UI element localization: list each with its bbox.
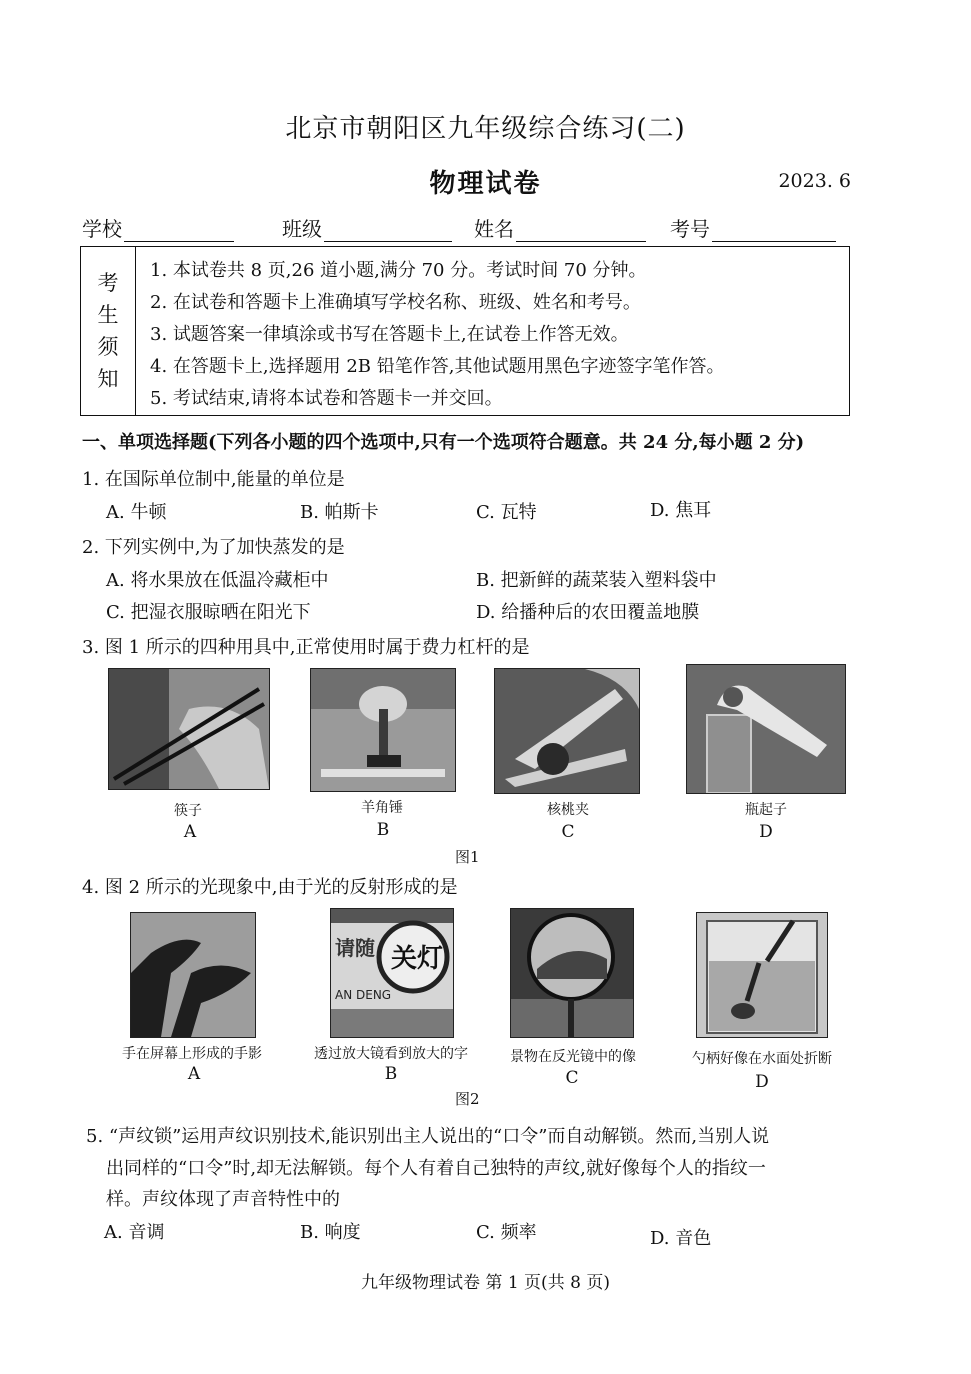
question-3-stem: 3. 图 1 所示的四种用具中,正常使用时属于费力杠杆的是	[82, 637, 530, 658]
figure2-caption-a: 手在屏幕上形成的手影	[122, 1046, 262, 1062]
figure1-caption-b: 羊角锤	[361, 800, 403, 816]
q1-option-d[interactable]: D. 焦耳	[650, 500, 712, 521]
question-5-stem-line-2: 出同样的“口令”时,却无法解锁。每个人有着自己独特的声纹,就好像每个人的指纹一	[106, 1158, 766, 1179]
figure2-hand-shadow-photo[interactable]	[130, 912, 256, 1038]
figure1-caption-a: 筷子	[174, 803, 202, 819]
exam-date: 2023. 6	[778, 170, 851, 192]
hand-shadow-image	[131, 913, 255, 1037]
page-footer: 九年级物理试卷 第 1 页(共 8 页)	[361, 1273, 610, 1293]
figure2-convex-mirror-photo[interactable]	[510, 908, 634, 1038]
figure1-letter-a[interactable]: A	[183, 822, 197, 842]
exam-number-label: 考号	[670, 217, 710, 241]
school-label: 学校	[82, 217, 122, 241]
chopsticks-image	[109, 669, 269, 789]
figure1-caption-d: 瓶起子	[745, 802, 787, 818]
notice-items	[136, 247, 724, 415]
figure1-nutcracker-photo[interactable]	[494, 668, 640, 794]
q1-option-a[interactable]: A. 牛顿	[106, 502, 167, 523]
exam-subtitle: 物理试卷	[429, 169, 542, 199]
nutcracker-image	[495, 669, 639, 793]
figure2-letter-a[interactable]: A	[187, 1064, 201, 1084]
name-blank[interactable]	[516, 219, 646, 242]
q1-option-c[interactable]: C. 瓦特	[476, 502, 537, 523]
sign-text-left: 请随	[335, 936, 375, 960]
figure1-letter-b[interactable]: B	[376, 820, 390, 840]
student-info-row	[82, 212, 850, 242]
q5-option-d[interactable]: D. 音色	[650, 1228, 712, 1249]
question-5-stem-line-3: 样。声纹体现了声音特性中的	[106, 1189, 340, 1210]
q5-option-c[interactable]: C. 频率	[476, 1222, 537, 1243]
exam-number-blank[interactable]	[712, 219, 836, 242]
figure2-magnifier-photo[interactable]	[330, 908, 454, 1038]
q5-option-b[interactable]: B. 响度	[300, 1222, 361, 1243]
class-label: 班级	[282, 217, 322, 241]
notice-label: 考 生 须 知	[81, 247, 136, 415]
question-1-stem: 1. 在国际单位制中,能量的单位是	[82, 469, 345, 490]
notice-item: 3. 试题答案一律填涂或书写在答题卡上,在试卷上作答无效。	[150, 324, 629, 345]
class-blank[interactable]	[324, 219, 452, 242]
spoon-in-water-image	[697, 913, 827, 1037]
claw-hammer-image	[311, 669, 455, 791]
figure1-claw-hammer-photo[interactable]	[310, 668, 456, 792]
q2-option-d[interactable]: D. 给播种后的农田覆盖地膜	[476, 602, 700, 623]
figure2-letter-d[interactable]: D	[755, 1072, 769, 1092]
figure1-bottle-opener-photo[interactable]	[686, 664, 846, 794]
exam-number-field[interactable]	[670, 213, 836, 242]
magnifier-image	[331, 909, 453, 1037]
name-label: 姓名	[474, 217, 514, 241]
sign-text-pinyin: AN DENG	[335, 988, 392, 1002]
figure2-letter-c[interactable]: C	[565, 1068, 579, 1088]
q2-option-b[interactable]: B. 把新鲜的蔬菜装入塑料袋中	[476, 570, 717, 591]
figure2-label: 图2	[455, 1090, 480, 1108]
figure1-caption-c: 核桃夹	[547, 802, 589, 818]
figure1-label: 图1	[455, 848, 480, 866]
question-2-stem: 2. 下列实例中,为了加快蒸发的是	[82, 537, 345, 558]
q2-option-c[interactable]: C. 把湿衣服晾晒在阳光下	[106, 602, 311, 623]
exam-title: 北京市朝阳区九年级综合练习(二)	[285, 114, 686, 144]
figure1-letter-c[interactable]: C	[561, 822, 575, 842]
school-field[interactable]	[82, 213, 234, 242]
question-5-stem-line-1: 5. “声纹锁”运用声纹识别技术,能识别出主人说出的“口令”而自动解锁。然而,当别人说	[86, 1126, 770, 1147]
magnified-text: 关灯	[391, 944, 444, 974]
q1-option-b[interactable]: B. 帕斯卡	[300, 502, 379, 523]
notice-item: 4. 在答题卡上,选择题用 2B 铅笔作答,其他试题用黑色字迹签字笔作答。	[150, 356, 725, 377]
figure2-spoon-in-water-photo[interactable]	[696, 912, 828, 1038]
q5-option-a[interactable]: A. 音调	[104, 1222, 165, 1243]
section-title: 一、单项选择题(下列各小题的四个选项中,只有一个选项符合题意。共 24 分,每小题 2 分)	[82, 432, 805, 453]
candidate-notice-box	[80, 246, 850, 416]
figure2-caption-c: 景物在反光镜中的像	[510, 1049, 636, 1065]
q2-option-a[interactable]: A. 将水果放在低温冷藏柜中	[106, 570, 329, 591]
notice-item: 2. 在试卷和答题卡上准确填写学校名称、班级、姓名和考号。	[150, 292, 641, 313]
class-field[interactable]	[282, 213, 452, 242]
convex-mirror-image	[511, 909, 633, 1037]
notice-item: 1. 本试卷共 8 页,26 道小题,满分 70 分。考试时间 70 分钟。	[150, 260, 647, 281]
notice-item: 5. 考试结束,请将本试卷和答题卡一并交回。	[150, 388, 503, 409]
bottle-opener-image	[687, 665, 845, 793]
name-field[interactable]	[474, 213, 646, 242]
figure1-letter-d[interactable]: D	[759, 822, 773, 842]
school-blank[interactable]	[124, 219, 234, 242]
figure2-letter-b[interactable]: B	[384, 1064, 398, 1084]
question-4-stem: 4. 图 2 所示的光现象中,由于光的反射形成的是	[82, 877, 458, 898]
figure2-caption-d: 勺柄好像在水面处折断	[692, 1051, 832, 1067]
figure2-caption-b: 透过放大镜看到放大的字	[314, 1046, 468, 1062]
figure1-chopsticks-photo[interactable]	[108, 668, 270, 790]
